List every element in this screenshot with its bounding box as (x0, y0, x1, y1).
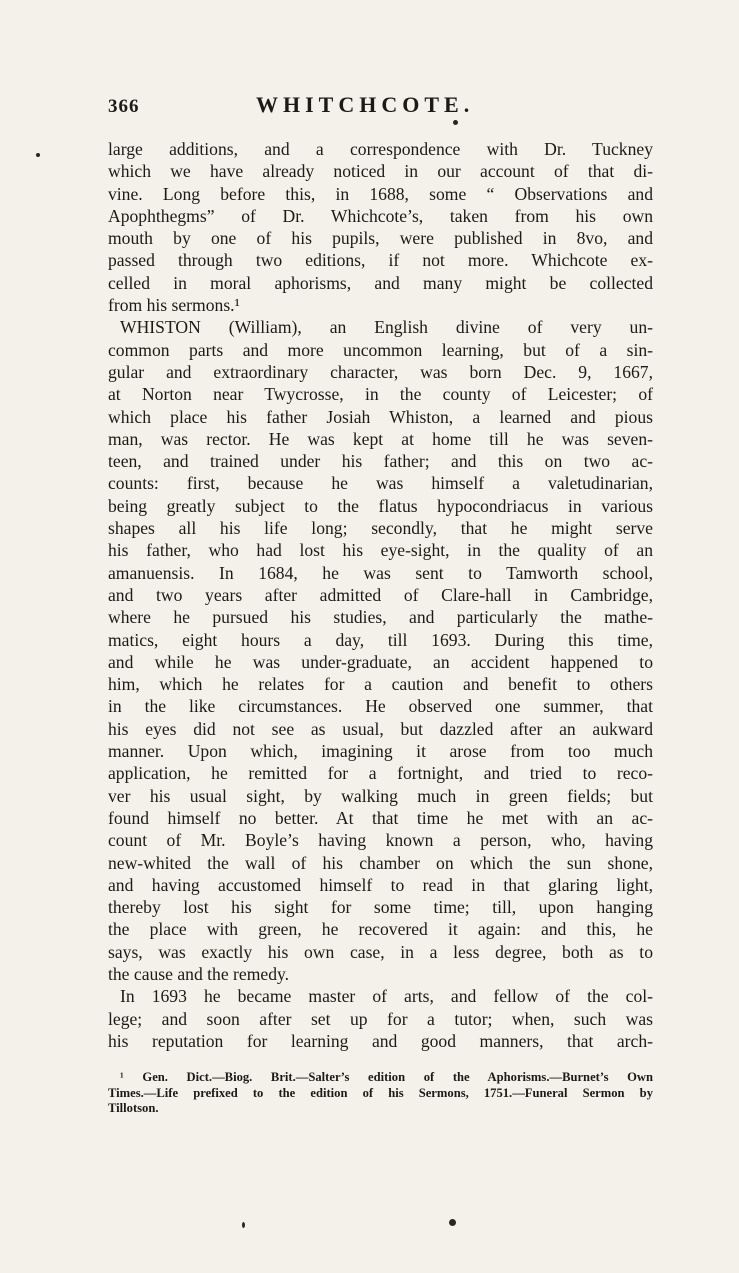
footnotes (108, 1070, 653, 1117)
page-header (108, 92, 653, 124)
text-line: says, was exactly his own case, in a less degree, both as to (108, 941, 653, 962)
text-line: being greatly subject to the flatus hypocondriacus in various (108, 495, 653, 516)
text-line: his father, who had lost his eye-sight, in the quality of an (108, 540, 653, 561)
text-line: new-whited the wall of his chamber on which the sun shone, (108, 852, 653, 873)
scan-speck (449, 1219, 456, 1226)
footnote-line: Tillotson. (108, 1101, 159, 1116)
text-line: man, was rector. He was kept at home till he was seven- (108, 428, 653, 449)
footnote-line: ¹ Gen. Dict.—Biog. Brit.—Salter’s edition of the Aphorisms.—Burnet’s Own (120, 1070, 653, 1085)
text-line: manner. Upon which, imagining it arose from too much (108, 741, 653, 762)
text-line: him, which he relates for a caution and benefit to others (108, 674, 653, 695)
text-line: mouth by one of his pupils, were published in 8vo, and (108, 228, 653, 249)
body-text (108, 138, 653, 1052)
text-line: his reputation for learning and good manners, that arch- (108, 1030, 653, 1051)
text-line: lege; and soon after set up for a tutor; when, such was (108, 1008, 653, 1029)
text-line: common parts and more uncommon learning, but of a sin- (108, 339, 653, 360)
text-line: and while he was under-graduate, an accident happened to (108, 651, 653, 672)
text-line: passed through two editions, if not more. Whichcote ex- (108, 250, 653, 271)
text-line: counts: first, because he was himself a valetudinarian, (108, 473, 653, 494)
text-line: vine. Long before this, in 1688, some “ Observations and (108, 183, 653, 204)
text-line: in the like circumstances. He observed one summer, that (108, 696, 653, 717)
text-line: count of Mr. Boyle’s having known a person, who, having (108, 830, 653, 851)
text-line: the place with green, he recovered it again: and this, he (108, 919, 653, 940)
text-line: which we have already noticed in our account of that di- (108, 161, 653, 182)
text-line: found himself no better. At that time he met with an ac- (108, 807, 653, 828)
page-number: 366 (108, 96, 140, 117)
text-line: application, he remitted for a fortnight, and tried to reco- (108, 763, 653, 784)
text-line: the cause and the remedy. (108, 963, 290, 984)
text-line: thereby lost his sight for some time; till, upon hanging (108, 897, 653, 918)
text-line: shapes all his life long; secondly, that he might serve (108, 518, 653, 539)
text-line: celled in moral aphorisms, and many might be collected (108, 272, 653, 293)
text-line: his eyes did not see as usual, but dazzled after an aukward (108, 718, 653, 739)
text-line: In 1693 he became master of arts, and fellow of the col- (120, 986, 653, 1007)
scan-speck (36, 153, 40, 157)
running-title: WHITCHCOTE. (256, 92, 475, 117)
text-line: ver his usual sight, by walking much in green fields; but (108, 785, 653, 806)
text-line: gular and extraordinary character, was born Dec. 9, 1667, (108, 361, 653, 382)
footnote-line: Times.—Life prefixed to the edition of his Sermons, 1751.—Funeral Sermon by (108, 1085, 653, 1100)
text-line: WHISTON (William), an English divine of very un- (120, 317, 653, 338)
text-line: which place his father Josiah Whiston, a learned and pious (108, 406, 653, 427)
text-line: from his sermons.¹ (108, 295, 240, 316)
scan-speck (242, 1222, 245, 1228)
text-line: at Norton near Twycrosse, in the county of Leicester; of (108, 384, 653, 405)
text-line: and having accustomed himself to read in that glaring light, (108, 874, 653, 895)
text-line: large additions, and a correspondence with Dr. Tuckney (108, 139, 653, 159)
text-line: where he pursued his studies, and particularly the mathe- (108, 607, 653, 628)
text-line: matics, eight hours a day, till 1693. During this time, (108, 629, 653, 650)
book-page (108, 92, 653, 1117)
text-line: Apophthegms” of Dr. Whichcote’s, taken from his own (108, 205, 653, 226)
text-line: teen, and trained under his father; and this on two ac- (108, 451, 653, 472)
scan-speck (453, 120, 458, 125)
text-line: and two years after admitted of Clare-hall in Cambridge, (108, 584, 653, 605)
text-line: amanuensis. In 1684, he was sent to Tamworth school, (108, 562, 653, 583)
